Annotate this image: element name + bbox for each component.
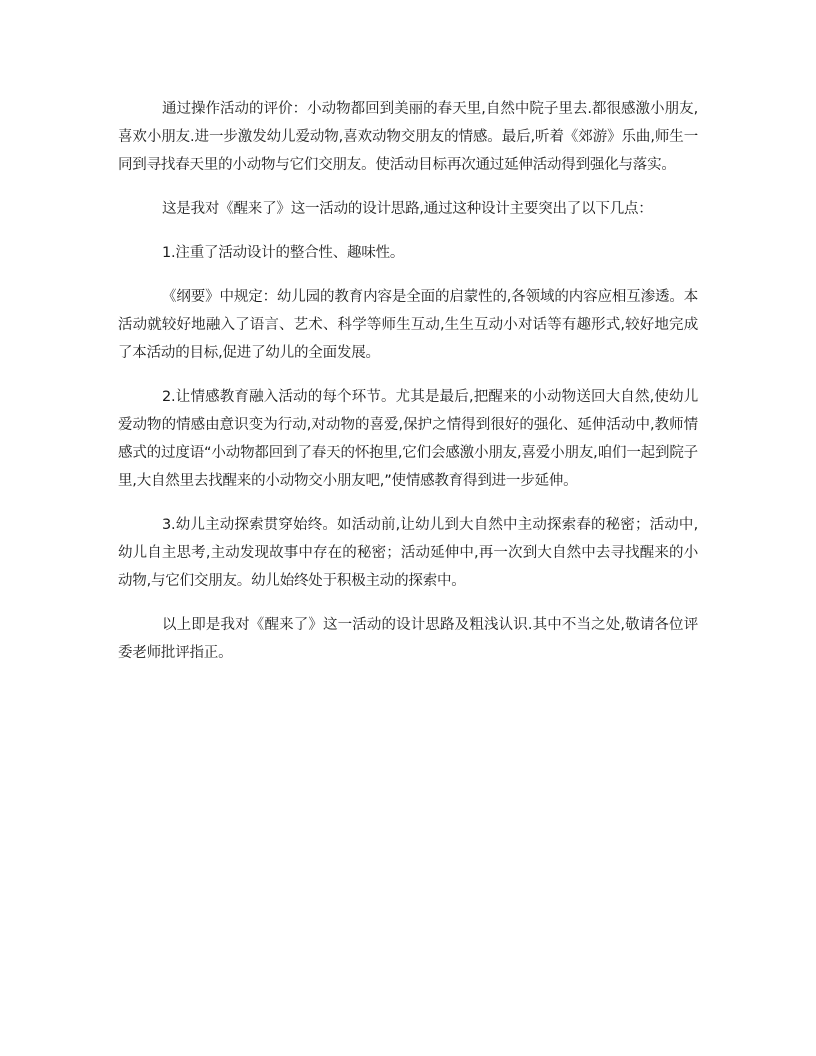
paragraph-point-1-heading: 1.注重了活动设计的整合性、趣味性。: [162, 245, 405, 261]
paragraph-point-2: 2.让情感教育融入活动的每个环节。尤其是最后,把醒来的小动物送回大自然,使幼儿爱动物的情感由意识变为行动,对动物的喜爱,保护之情得到很好的强化、延伸活动中,教师情感式的过度语“小动物都回到了春天的怀抱里,它们会感激小朋友,喜爱小朋友,咱们一起到院子里,大自然里去找醒来的小动物交小朋友吧,”使情感教育得到进一步延伸。: [118, 389, 698, 489]
paragraph-point-3: 3.幼儿主动探索贯穿始终。如活动前,让幼儿到大自然中主动探索春的秘密；活动中,幼儿自主思考,主动发现故事中存在的秘密；活动延伸中,再一次到大自然中去寻找醒来的小动物,与它们交朋友。幼儿始终处于积极主动的探索中。: [118, 517, 698, 589]
paragraph-design-intro: 这是我对《醒来了》这一活动的设计思路,通过这种设计主要突出了以下几点：: [162, 201, 653, 217]
paragraph-evaluation: 通过操作活动的评价：小动物都回到美丽的春天里,自然中院子里去.都很感激小朋友,喜欢小朋友.进一步激发幼儿爱动物,喜欢动物交朋友的情感。最后,听着《郊游》乐曲,师生一同到寻找春天里的小动物与它们交朋友。使活动目标再次通过延伸活动得到强化与落实。: [118, 101, 698, 173]
paragraph-conclusion: 以上即是我对《醒来了》这一活动的设计思路及粗浅认识.其中不当之处,敬请各位评委老师批评指正。: [118, 617, 698, 661]
paragraph-point-1-body: 《纲要》中规定：幼儿园的教育内容是全面的启蒙性的,各领域的内容应相互渗透。本活动就较好地融入了语言、艺术、科学等师生互动,生生互动小对话等有趣形式,较好地完成了本活动的目标,促进了幼儿的全面发展。: [118, 289, 698, 361]
document-body: [118, 95, 698, 667]
